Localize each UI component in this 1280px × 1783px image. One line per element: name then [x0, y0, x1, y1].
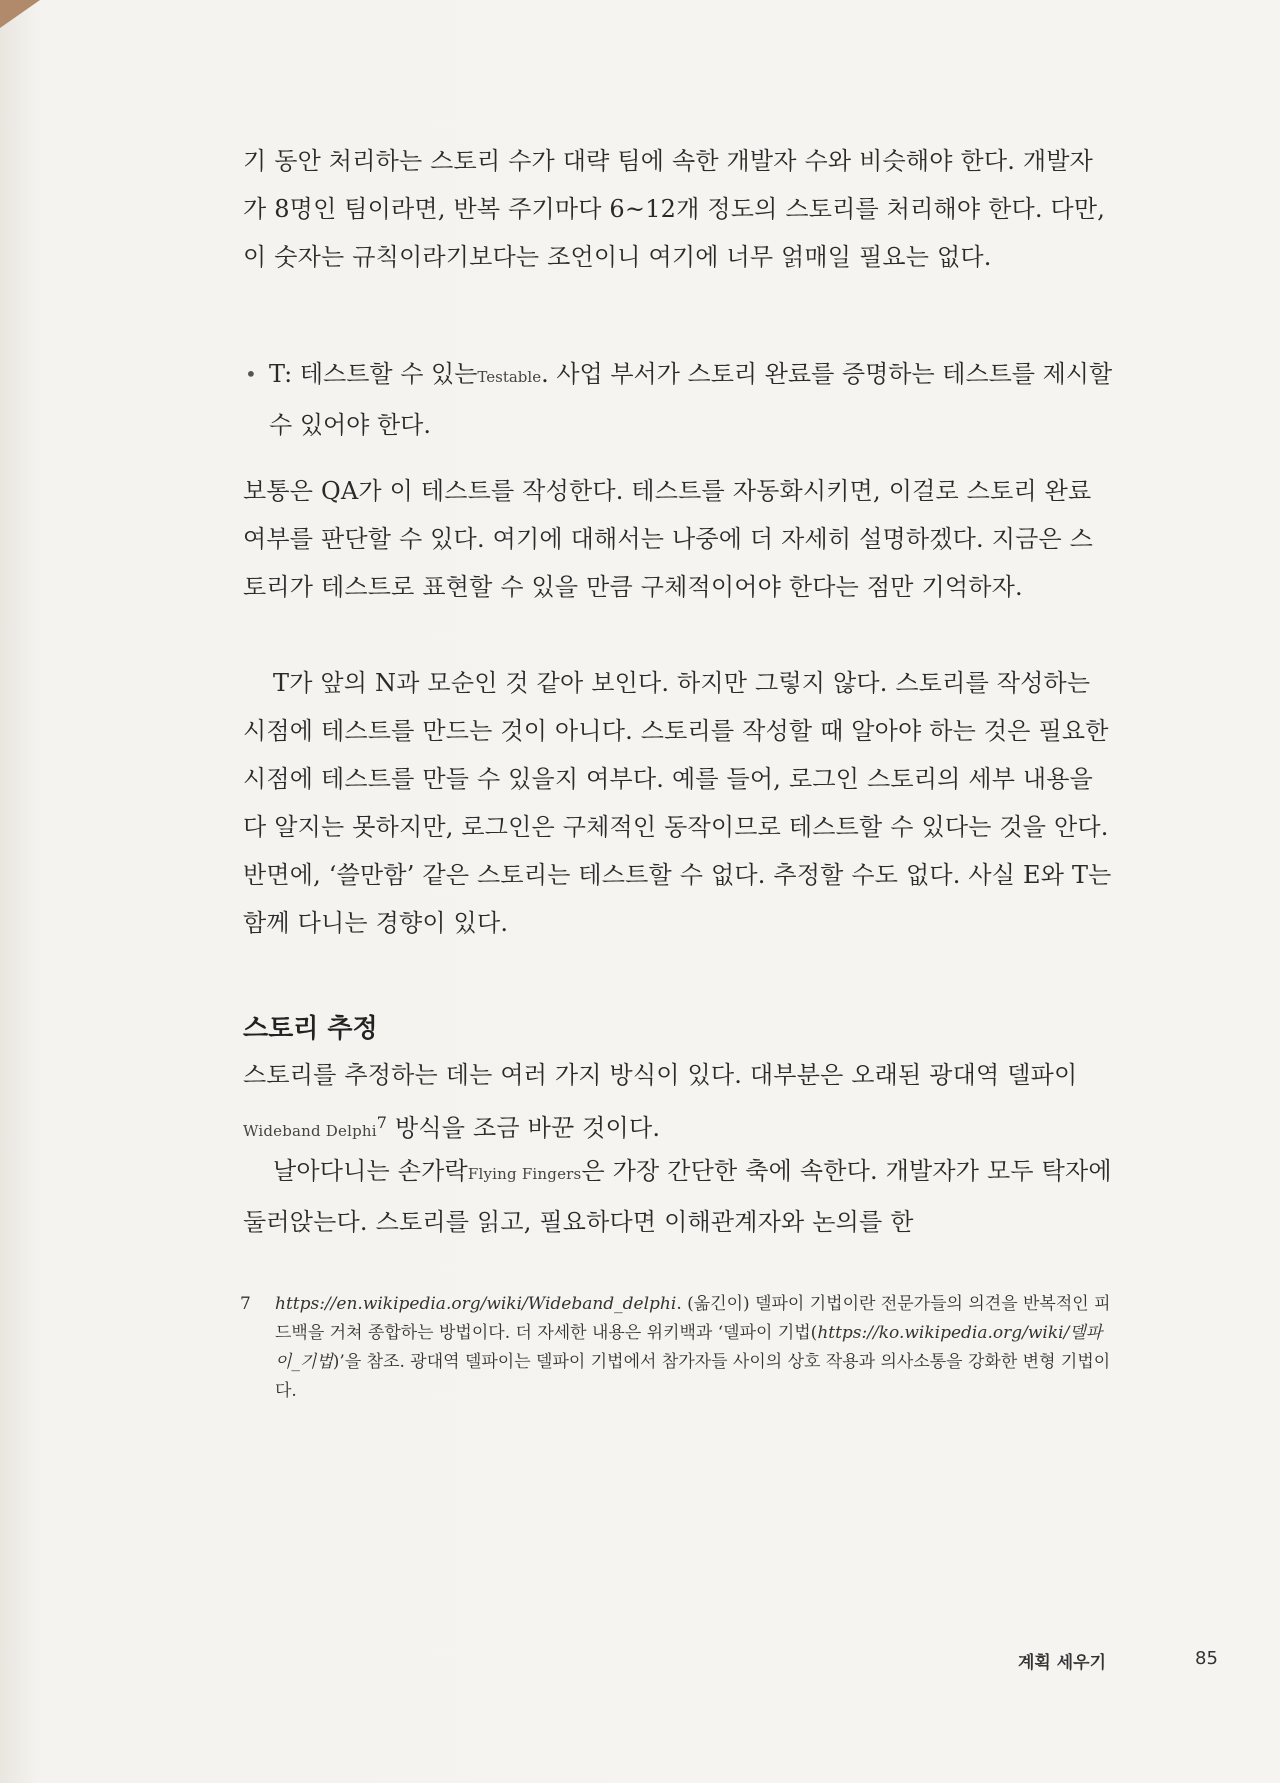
body-paragraph-3	[243, 659, 1113, 947]
bullet-lead: T: 테스트할 수 있는	[269, 360, 478, 388]
page-corner-shadow	[0, 0, 40, 28]
footnote-number: 7	[240, 1294, 251, 1314]
paragraph-rest: 방식을 조금 바꾼 것이다.	[387, 1114, 661, 1142]
paragraph-text: 기 동안 처리하는 스토리 수가 대략 팀에 속한 개발자 수와 비슷해야 한다. 개발자가 8명인 팀이라면, 반복 주기마다 6~12개 정도의 스토리를 처리해야 한다. 다만, 이 숫자는 규칙이라기보다는 조언이니 여기에 너무 얽매일 필요는 없다.	[243, 147, 1106, 271]
footnote	[240, 1290, 1113, 1406]
bullet-marker: •	[245, 362, 257, 386]
chapter-title: 계획 세우기	[1018, 1653, 1107, 1673]
page-number: 85	[1195, 1648, 1218, 1669]
body-paragraph-1	[243, 137, 1113, 281]
paragraph-text	[243, 1147, 1113, 1246]
body-paragraph-5	[243, 1147, 1113, 1246]
bullet-item-testable	[243, 350, 1113, 449]
body-paragraph-2	[243, 467, 1113, 611]
paragraph-lead: 스토리를 추정하는 데는 여러 가지 방식이 있다. 대부분은 오래된 광대역 델파이	[243, 1061, 1078, 1089]
footnote-text-2: )’을 참조. 광대역 델파이는 델파이 기법에서 참가자들 사이의 상호 작용과 의사소통을 강화한 변형 기법이다.	[275, 1352, 1111, 1401]
bullet-english-term: Testable	[477, 368, 542, 386]
bullet-rest: . 사업 부서가 스토리 완료를 증명하는 테스트를 제시할 수 있어야 한다.	[269, 360, 1113, 439]
footnote-text-1: . (옮긴이) 델파이 기법이란 전문가들의 의견을 반복적인 피드백을 거쳐 종합하는 방법이다. 더 자세한 내용은 위키백과 ‘델파이 기법(	[275, 1294, 1111, 1343]
paragraph-lead: 날아다니는 손가락	[273, 1157, 468, 1185]
paragraph-text	[243, 1051, 1113, 1155]
paragraph-text: 보통은 QA가 이 테스트를 작성한다. 테스트를 자동화시키면, 이걸로 스토리 완료 여부를 판단할 수 있다. 여기에 대해서는 나중에 더 자세히 설명하겠다. 지금은 스토리가 테스트로 표현할 수 있을 만큼 구체적이어야 한다는 점만 기억하자.	[243, 477, 1094, 601]
footnote-link-ko[interactable]: https://ko.wikipedia.org/wiki/델파이_기법	[275, 1323, 1103, 1372]
footnote-text	[243, 1290, 1113, 1406]
paragraph-text: T가 앞의 N과 모순인 것 같아 보인다. 하지만 그렇지 않다. 스토리를 작성하는 시점에 테스트를 만드는 것이 아니다. 스토리를 작성할 때 알아야 하는 것은 필요한 시점에 테스트를 만들 수 있을지 여부다. 예를 들어, 로그인 스토리의 세부 내용을 다 알지는 못하지만, 로그인은 구체적인 동작이므로 테스트할 수 있다는 것을 안다. 반면에, ‘쓸만함’ 같은 스토리는 테스트할 수 없다. 추정할 수도 없다. 사실 E와 T는 함께 다니는 경향이 있다.	[243, 669, 1112, 937]
body-paragraph-4	[243, 1051, 1113, 1155]
english-term: Wideband Delphi	[243, 1122, 377, 1140]
paragraph-rest: 은 가장 간단한 축에 속한다. 개발자가 모두 탁자에 둘러앉는다. 스토리를 읽고, 필요하다면 이해관계자와 논의를 한	[243, 1157, 1112, 1236]
english-term: Flying Fingers	[467, 1165, 582, 1183]
section-heading: 스토리 추정	[243, 1014, 378, 1044]
footnote-reference[interactable]: 7	[376, 1113, 388, 1132]
footnote-link-en[interactable]: https://en.wikipedia.org/wiki/Wideband_delphi	[275, 1294, 677, 1314]
bullet-text	[243, 350, 1113, 449]
